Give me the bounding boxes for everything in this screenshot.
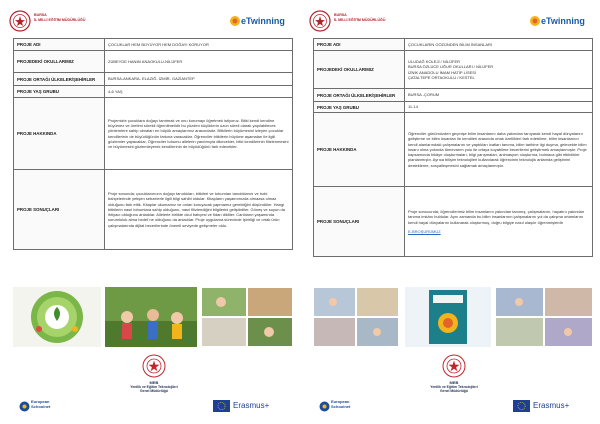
european-schoolnet-logo: European Schoolnet bbox=[319, 400, 371, 414]
page-footer bbox=[5, 352, 295, 422]
schoolnet-star-icon bbox=[19, 401, 30, 412]
table-row bbox=[14, 170, 293, 250]
row-value: 11-14 bbox=[405, 102, 593, 113]
collage-photo bbox=[201, 287, 293, 347]
document-page-right bbox=[305, 0, 595, 424]
row-value-with-link: Proje sonucunda; öğrencilerimiz bilim insanlarını yakından tanımış, çalışmalarını, hayatını yakından tanıma imkânı buldular. Aynı zamanda bu bilim insanlarının çalışmalarını yol da çalışma ortamlarını kendi hayal dünyalarını kullanarak oluşturmuş, doğru bilgiye nasıl ulaşılır öğrenmişlerdir E-BROŞÜRÜMÜZ bbox=[405, 187, 593, 257]
etwinning-logo: eTwinning bbox=[529, 15, 589, 29]
row-label: PROJE ORTAĞI ÜLKELER/ŞEHİRLER bbox=[314, 89, 405, 102]
table-row bbox=[314, 102, 593, 113]
eu-flag-icon bbox=[513, 400, 530, 412]
project-photos bbox=[313, 287, 593, 347]
project-badge-image bbox=[13, 287, 101, 347]
row-label: PROJEDEKİ OKULLARIMIZ bbox=[314, 51, 405, 89]
row-value: 4-6 YAŞ bbox=[105, 86, 293, 98]
table-row bbox=[14, 39, 293, 51]
page-footer bbox=[305, 352, 595, 422]
row-value: Proje sonunda; çocuklarımızın doğayı tanıdıkları, bitkileri ve tohumları tanıdıklarını ve hobi bahçelerinde yetişen sebzelerle ilgili bilgi sahibi oldular. Kitapların yaşamımızda olmazsa olmaz olduğunu fark ettik. Kitaplar okumamız ve onları koruyacak yapmamız gerektiğini düşündüler. Hangi bitkilerin nasıl tohumlara sahip olduğunu, nasıl filizlendiğini bilgilerini geliştirdiler. Güneş ve suyun da ihtiyacı olduğunu anladılar. Ailelerle birlikte okul bahçesi ve fidan diktiler. Canlıların yaşamında sorumluluk alma hedef ne olduğunu da anladılar. Proje uygulama sürecinde işbirliği ve ortak ürün çalışmalarında dijital becerilerinde önemli seviyede gelişmeler oldu. bbox=[105, 170, 293, 250]
row-label: PROJE YAŞ GRUBU bbox=[314, 102, 405, 113]
page-header bbox=[5, 8, 295, 34]
project-info-table bbox=[13, 38, 293, 250]
table-row bbox=[314, 89, 593, 102]
row-value: Öğrenciler günümüzden geçmişe bilim insanlarını daha yakından tanıyarak kendi hayal dünyalarını geliştirme ve bilim insanları ile kendileri arasında ortak özellikleri fark edebilme, bilim insanlarının kendi alanlarındaki çalışmalarını ve yaptıkları icatları tanıma, bilim tarihine ilgi duyma, gelecekte bilim insanı olma yolunda tümevarım yolu ile ortaya koyabilme becerilerini geliştirmek amaçlanmıştır. Proje kapsamında hikâye oluşturmaları, bilgi yarışmaları, animasyon oluşturma, bulmaca gibi etkinlikler planlanmıştır. Ayrıca bilişim teknolojileri kullanılarak öğrencinin teknolojik anlamda gelişimini destekleme, sosyalleşmesini sağlamak amaçlanmıştır. bbox=[405, 113, 593, 187]
table-row bbox=[314, 39, 593, 51]
meb-title: BURSA İL MİLLİ EĞİTİM MÜDÜRLÜĞÜ bbox=[34, 13, 86, 22]
table-row bbox=[14, 51, 293, 73]
schoolnet-star-icon bbox=[319, 401, 330, 412]
etwinning-star-icon bbox=[529, 15, 541, 27]
row-label: PROJE HAKKINDA bbox=[314, 113, 405, 187]
table-row bbox=[314, 187, 593, 257]
row-label: PROJE YAŞ GRUBU bbox=[14, 86, 105, 98]
row-value: BURSA-ANKARA- ELAZIĞ- İZMİR- GAZİANTEP bbox=[105, 73, 293, 86]
book-cover-image bbox=[405, 287, 491, 347]
event-collage-photo bbox=[495, 287, 593, 347]
row-label: PROJE ADI bbox=[314, 39, 405, 51]
yegitek-emblem-icon bbox=[442, 354, 466, 378]
etwinning-logo: eTwinning bbox=[229, 15, 289, 29]
yegitek-logo: MEB Yenilik ve Eğitim Teknolojileri Genel Müdürlüğü bbox=[119, 354, 189, 416]
row-value: ÇOCUKLARIN GÖZÜNDEN BİLİM İNSANLARI bbox=[405, 39, 593, 51]
table-row bbox=[314, 51, 593, 89]
etwinning-star-icon bbox=[229, 15, 241, 27]
eu-flag-icon bbox=[213, 400, 230, 412]
row-value: Projemizle çocuklara doğayı tanıtmak ve onu korumayı öğretmek istiyoruz. Bitki kendi kendine büyümez ve üretimi sürekli öğrenilmelidir bu yüzden küçüklerin uzun süreli olarak yapılabilecek yöntemlere sahip olmaları en büyük amaçlarımız arasındadır. Bitkilerin büyümesini izleyen çocuklar kendilerinin de büyüdüğünün farkına varacaklar. Öğrenciler bitkilerin büyüme aşamaları ile ilgili gözlemler yapacaklar, Öğrenciler tohumu ailelerin yardımıyla dikecekler, bitki kendilerinin filizlenmesini ve büyümesini gözlemleyerek kendilerinin de büyüdüğünü fark edecekler. bbox=[105, 98, 293, 170]
garden-photo bbox=[105, 287, 197, 347]
table-row bbox=[14, 98, 293, 170]
page-header bbox=[305, 8, 595, 34]
yegitek-logo: MEB Yenilik ve Eğitim Teknolojileri Genel Müdürlüğü bbox=[419, 354, 489, 416]
european-schoolnet-logo: European Schoolnet bbox=[19, 400, 71, 414]
table-row bbox=[314, 113, 593, 187]
project-info-table bbox=[313, 38, 593, 257]
row-label: PROJE SONUÇLARI bbox=[314, 187, 405, 257]
project-photos bbox=[13, 287, 293, 347]
table-row bbox=[14, 86, 293, 98]
classroom-collage-photo bbox=[313, 287, 399, 347]
erasmus-logo: Erasmus+ bbox=[213, 400, 283, 412]
row-label: PROJE ORTAĞI ÜLKELER/ŞEHİRLER bbox=[14, 73, 105, 86]
meb-title: BURSA İL MİLLİ EĞİTİM MÜDÜRLÜĞÜ bbox=[334, 13, 386, 22]
row-label: PROJE HAKKINDA bbox=[14, 98, 105, 170]
row-label: PROJE SONUÇLARI bbox=[14, 170, 105, 250]
document-page-left bbox=[5, 0, 295, 424]
row-label: PROJE ADI bbox=[14, 39, 105, 51]
row-label: PROJEDEKİ OKULLARIMIZ bbox=[14, 51, 105, 73]
row-value: ZÜBEYDE HANIM ANAOKULU-NİLÜFER bbox=[105, 51, 293, 73]
table-row bbox=[14, 73, 293, 86]
yegitek-emblem-icon bbox=[142, 354, 166, 378]
meb-logo-icon bbox=[9, 10, 31, 32]
ebrochure-link[interactable]: E-BROŞÜRÜMÜZ bbox=[408, 228, 441, 234]
erasmus-logo: Erasmus+ bbox=[513, 400, 583, 412]
row-value: ÇOCUKLAR HEM BÜYÜYOR HEM DOĞAYI KORUYOR bbox=[105, 39, 293, 51]
meb-logo-icon bbox=[309, 10, 331, 32]
row-value-list: ULUDAĞ KOLEJİ / NİLÜFER BURSA ÖZLÜCE UĞUR OKULLARI / NİLÜFER İZNİK ANADOLU İMAM HATİP LİSESİ ÇATALTEPE ORTAOKULU / KESTEL bbox=[405, 51, 593, 89]
row-value: BURSA -ÇORUM bbox=[405, 89, 593, 102]
